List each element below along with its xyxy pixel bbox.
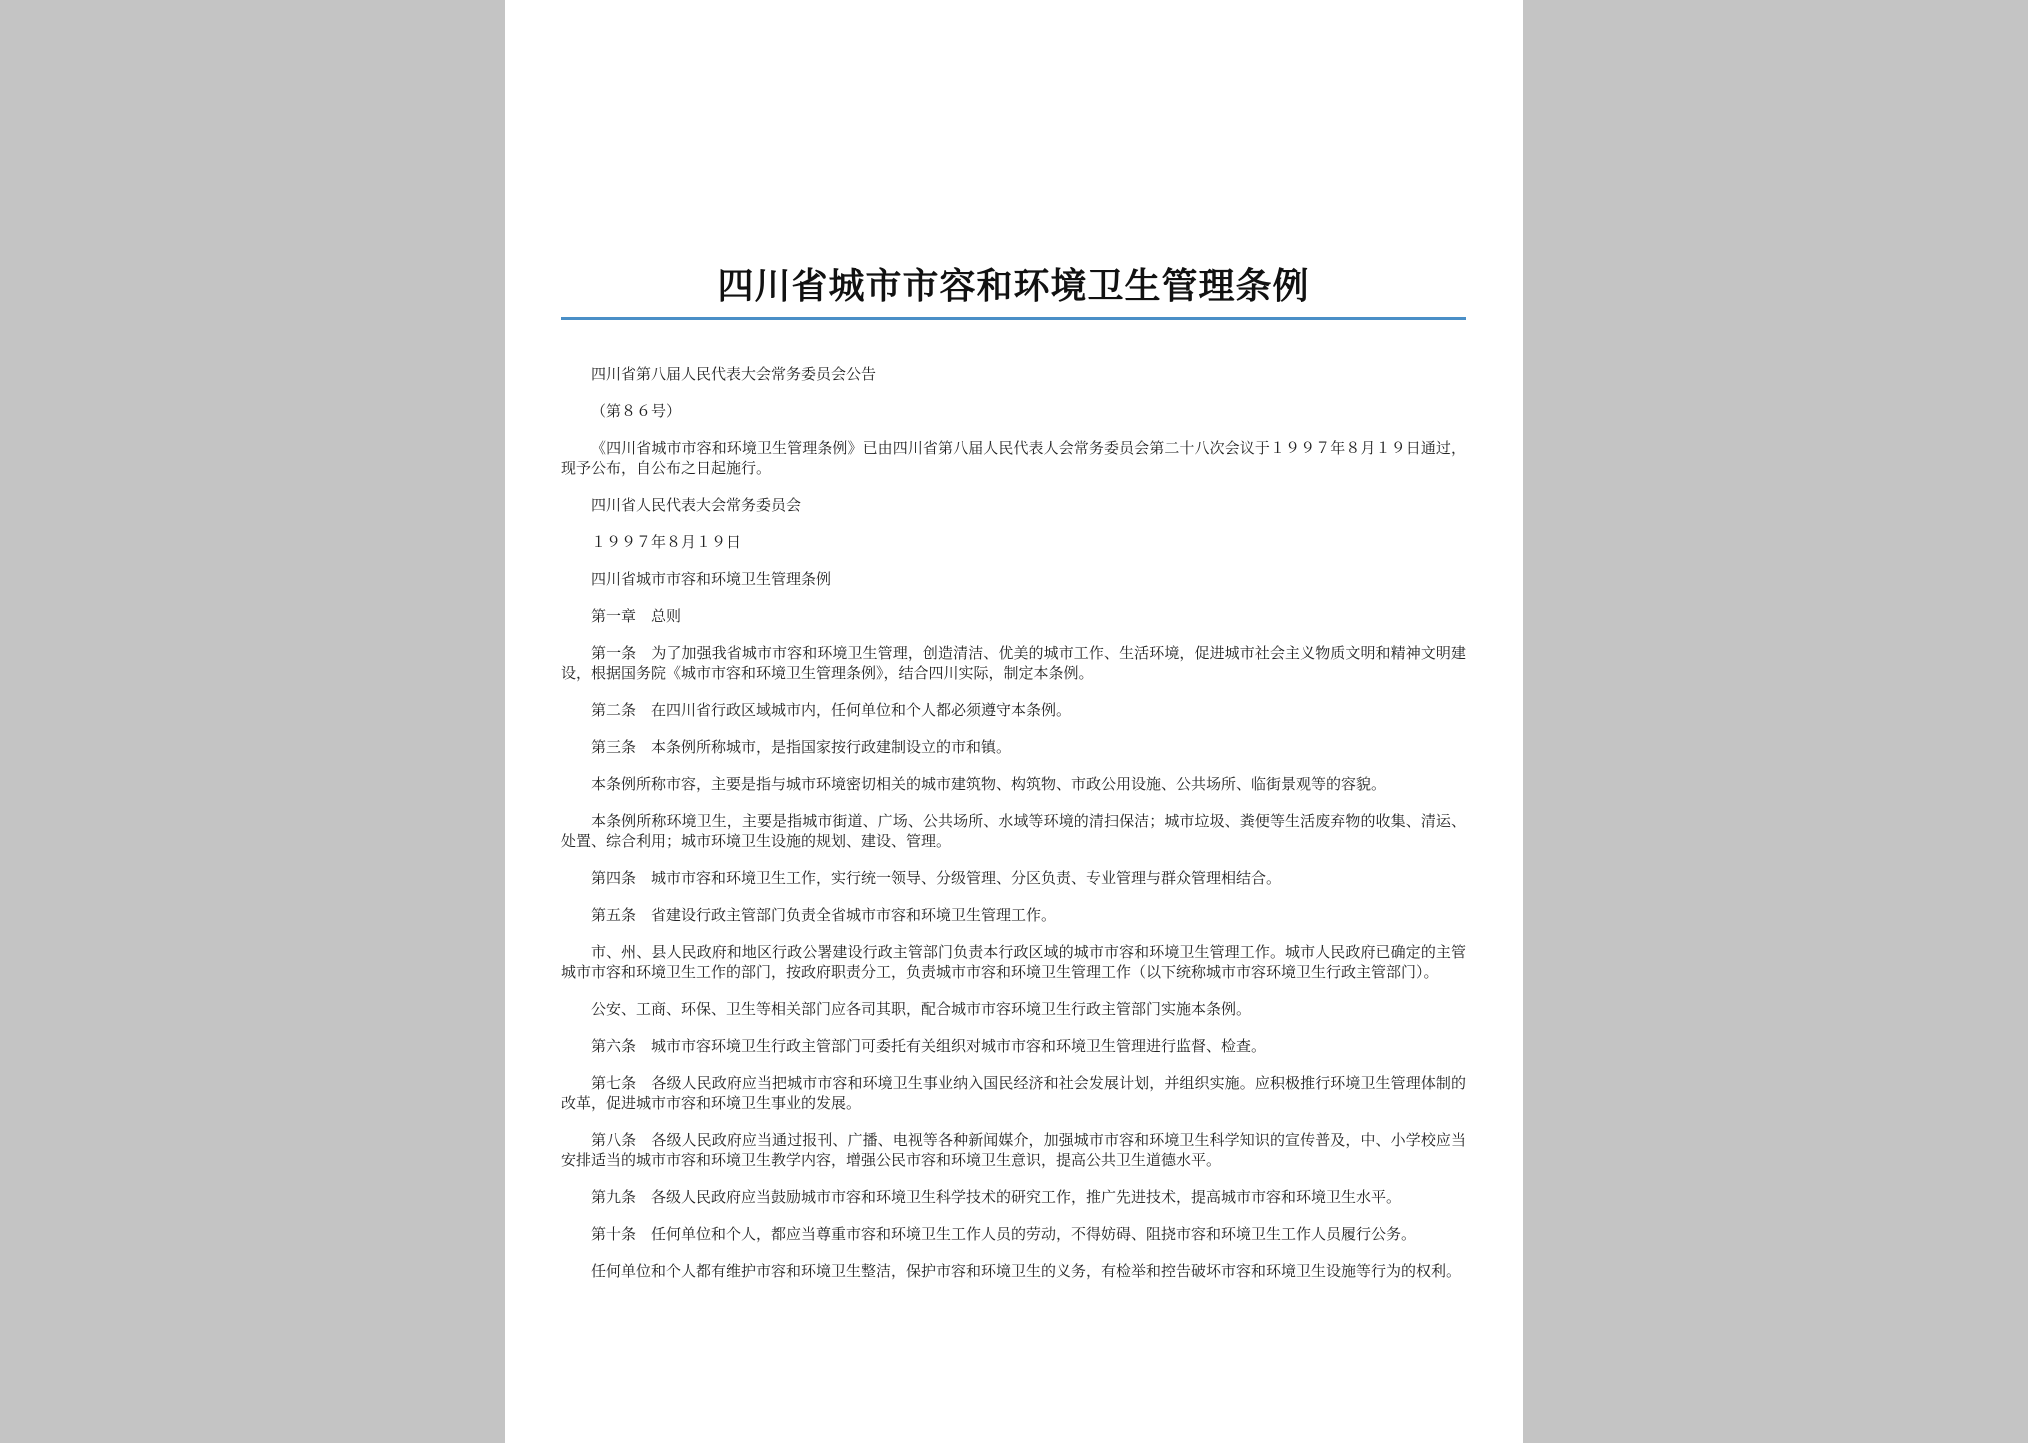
paragraph-article-3-cityscape: 本条例所称市容，主要是指与城市环境密切相关的城市建筑物、构筑物、市政公用设施、公共场所、临街景观等的容貌。: [591, 775, 1387, 793]
paragraph-announcement-header: 四川省第八届人民代表大会常务委员会公告: [591, 365, 877, 383]
paragraph-regulation-name: 四川省城市市容和环境卫生管理条例: [591, 570, 832, 588]
paragraph-article-1: 第一条 为了加强我省城市市容和环境卫生管理，创造清洁、优美的城市工作、生活环境，促进城市社会主义物质文明和精神文明建设，根据国务院《城市市容和环境卫生管理条例》，结合四川实际，制定本条例。: [561, 644, 1466, 682]
paragraph-issuer: 四川省人民代表大会常务委员会: [591, 496, 802, 514]
paragraph-chapter-1: 第一章 总则: [591, 607, 682, 625]
paragraph-article-10-rights: 任何单位和个人都有维护市容和环境卫生整洁，保护市容和环境卫生的义务，有检举和控告破坏市容和环境卫生设施等行为的权利。: [591, 1262, 1462, 1280]
paragraph-article-4: 第四条 城市市容和环境卫生工作，实行统一领导、分级管理、分区负责、专业管理与群众管理相结合。: [591, 869, 1282, 887]
paragraph-article-5: 第五条 省建设行政主管部门负责全省城市市容和环境卫生管理工作。: [591, 906, 1057, 924]
paragraph-article-5-departments: 公安、工商、环保、卫生等相关部门应各司其职，配合城市市容环境卫生行政主管部门实施本条例。: [591, 1000, 1252, 1018]
paragraph-article-6: 第六条 城市市容环境卫生行政主管部门可委托有关组织对城市市容和环境卫生管理进行监督、检查。: [591, 1037, 1267, 1055]
paragraph-article-7: 第七条 各级人民政府应当把城市市容和环境卫生事业纳入国民经济和社会发展计划，并组织实施。应积极推行环境卫生管理体制的改革，促进城市市容和环境卫生事业的发展。: [561, 1074, 1466, 1112]
paragraph-article-8: 第八条 各级人民政府应当通过报刊、广播、电视等各种新闻媒介，加强城市市容和环境卫生科学知识的宣传普及，中、小学校应当安排适当的城市市容和环境卫生教学内容，增强公民市容和环境卫生意识，提高公共卫生道德水平。: [561, 1131, 1466, 1169]
paragraph-article-2: 第二条 在四川省行政区域城市内，任何单位和个人都必须遵守本条例。: [591, 701, 1072, 719]
document-title: 四川省城市市容和环境卫生管理条例: [717, 266, 1310, 307]
document-body: [561, 364, 1466, 1298]
paragraph-announcement-number: （第８６号）: [591, 402, 682, 420]
title-divider: [561, 317, 1466, 320]
paragraph-announcement-text: 《四川省城市市容和环境卫生管理条例》已由四川省第八届人民代表人会常务委员会第二十八次会议于１９９７年８月１９日通过，现予公布，自公布之日起施行。: [561, 439, 1466, 477]
paragraph-article-3-sanitation: 本条例所称环境卫生，主要是指城市街道、广场、公共场所、水域等环境的清扫保洁；城市垃圾、粪便等生活废弃物的收集、清运、处置、综合利用；城市环境卫生设施的规划、建设、管理。: [561, 812, 1466, 850]
paragraph-article-5-local: 市、州、县人民政府和地区行政公署建设行政主管部门负责本行政区域的城市市容和环境卫生管理工作。城市人民政府已确定的主管城市市容和环境卫生工作的部门，按政府职责分工，负责城市市容和环境卫生管理工作（以下统称城市市容环境卫生行政主管部门）。: [561, 943, 1466, 981]
document-page: [505, 0, 1523, 1443]
paragraph-article-10: 第十条 任何单位和个人，都应当尊重市容和环境卫生工作人员的劳动，不得妨碍、阻挠市容和环境卫生工作人员履行公务。: [591, 1225, 1417, 1243]
paragraph-article-3: 第三条 本条例所称城市，是指国家按行政建制设立的市和镇。: [591, 738, 1012, 756]
paragraph-article-9: 第九条 各级人民政府应当鼓励城市市容和环境卫生科学技术的研究工作，推广先进技术，提高城市市容和环境卫生水平。: [591, 1188, 1402, 1206]
paragraph-date: １９９７年８月１９日: [591, 533, 742, 551]
